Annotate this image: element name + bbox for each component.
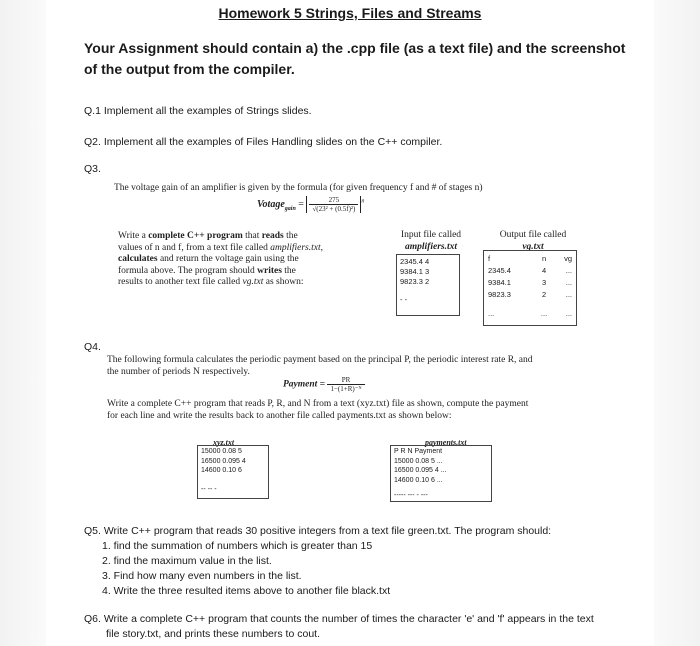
q3-desc-line-1: Write a complete C++ program that reads the	[118, 231, 298, 241]
q3-voltage-formula: Votage$_{gain}$ = $\frac{275}{\text{√(23² + (0.5f)²)}}$ $^n$	[257, 196, 365, 213]
q3-desc-line-3: calculates and return the voltage gain using the	[118, 254, 299, 264]
q5-task-item: 2. find the maximum value in the list.	[102, 555, 272, 567]
output-cell: 9823.3	[488, 290, 511, 299]
q4-formula-lhs: Payment =	[283, 379, 326, 390]
xyz-row: 16500 0.095 4	[201, 457, 246, 465]
xyz-row: -- -- -	[201, 485, 217, 493]
question-4-label: Q4.	[84, 341, 101, 353]
q4-instructions	[107, 399, 528, 422]
output-file-heading-line1: Output file called	[499, 230, 567, 240]
input-row: 9384.1 3	[400, 267, 430, 276]
q3-formula-denominator: √(23² + (0.5f)²)	[312, 205, 356, 213]
xyz-row: 15000 0.08 5	[201, 448, 242, 455]
q5-task-item: 1. find the summation of numbers which is greater than 15	[102, 540, 373, 552]
question-3-label: Q3.	[84, 163, 101, 175]
q3-formula-intro: The voltage gain of an amplifier is given by the formula (for given frequency f and # of stages n)	[114, 183, 483, 193]
output-col-n: n	[541, 254, 547, 263]
q4-formula-denominator: 1−(1+R)⁻ᴺ	[330, 385, 362, 393]
q3-formula-lhs: Votage	[257, 198, 285, 210]
output-cell: ...	[565, 278, 572, 287]
output-cell: ...	[565, 290, 572, 299]
output-cell: ...	[488, 309, 495, 318]
q3-formula-numerator: 275	[309, 196, 358, 205]
payments-row: 16500 0.095 4 ...	[394, 467, 447, 474]
output-cell: ...	[565, 309, 572, 318]
output-cell: 2345.4	[488, 266, 511, 275]
q5-task-item: 4. Write the three resulted items above to another file black.txt	[102, 585, 391, 597]
output-row	[484, 289, 576, 301]
output-cell: ...	[540, 309, 548, 318]
input-file-heading-line1: Input file called	[400, 230, 462, 240]
q5-task-item: 3. Find how many even numbers in the list.	[102, 570, 302, 582]
q3-desc-line-5: results to another text file called vg.txt as shown:	[118, 277, 304, 287]
q4-line-4: for each line and write the results back to another file called payments.txt as shown below:	[107, 410, 452, 421]
payments-output-table	[390, 445, 492, 502]
q6-line-2: file story.txt, and prints these numbers to cout.	[106, 628, 320, 640]
q4-formula-numerator: PR	[327, 376, 364, 385]
q6-line-1: Q6. Write a complete C++ program that counts the number of times the character 'e' and 'f' appears in the text	[84, 613, 594, 625]
question-5: Q5. Write C++ program that reads 30 positive integers from a text file green.txt. The program should:	[84, 525, 552, 537]
question-2: Q2. Implement all the examples of Files Handling slides on the C++ compiler.	[84, 136, 443, 148]
q3-desc-line-2: values of n and f, from a text file called amplifiers.txt,	[118, 242, 323, 253]
q3-desc-line-4: formula above. The program should writes the	[118, 265, 296, 276]
output-col-vg: vg	[564, 254, 572, 263]
right-page-margin	[654, 0, 700, 646]
vg-output-table	[483, 250, 577, 326]
output-cell: 3	[541, 278, 547, 287]
question-1: Q.1 Implement all the examples of Strings slides.	[84, 105, 312, 117]
input-row: 2345.4 4	[400, 257, 430, 266]
intro-line-1: Your Assignment should contain a) the .cpp file (as a text file) and the screenshot	[84, 40, 626, 56]
output-row	[484, 301, 576, 320]
output-col-f: f	[488, 254, 491, 263]
xyz-input-table	[197, 445, 269, 499]
q3-formula-exponent: n	[361, 198, 365, 205]
q4-line-1: The following formula calculates the periodic payment based on the principal P, the periodic interest rate R, and	[107, 355, 533, 365]
question-6	[84, 612, 594, 642]
output-cell: ...	[565, 266, 572, 275]
q4-line-2: the number of periods N respectively.	[107, 366, 250, 377]
left-page-margin	[0, 0, 46, 646]
amplifiers-input-table	[396, 254, 460, 316]
page-title: Homework 5 Strings, Files and Streams	[218, 5, 482, 21]
input-file-heading-line2: amplifiers.txt	[405, 241, 457, 252]
payments-header-row: P R N Payment	[394, 448, 443, 455]
input-row: - -	[400, 295, 408, 304]
q3-description	[118, 231, 323, 289]
output-cell: 9384.1	[488, 278, 511, 287]
output-file-heading-line2: vg.txt	[522, 241, 544, 252]
q4-intro	[107, 355, 533, 378]
input-row: 9823.3 2	[400, 277, 430, 286]
output-header-row	[484, 253, 576, 265]
q4-line-3: Write a complete C++ program that reads P, R, and N from a text (xyz.txt) file as shown, compute the payment	[107, 399, 529, 409]
xyz-file-title: xyz.txt	[213, 438, 235, 447]
output-cell: 4	[541, 266, 547, 275]
input-file-heading	[399, 230, 463, 253]
xyz-row: 14600 0.10 6	[201, 467, 242, 474]
q3-formula-sub: gain	[284, 205, 296, 212]
intro-line-2: of the output from the compiler.	[84, 61, 295, 77]
assignment-intro	[84, 38, 625, 80]
payments-row: 14600 0.10 6 ...	[394, 476, 443, 484]
payments-row: 15000 0.08 5 ...	[394, 457, 443, 465]
payments-file-title: payments.txt	[425, 438, 467, 447]
payments-row: ----- --- - ---	[394, 492, 428, 499]
q4-payment-formula	[283, 376, 365, 393]
output-row	[484, 265, 576, 277]
q5-task-list	[102, 539, 390, 599]
output-cell: 2	[541, 290, 547, 299]
output-row	[484, 277, 576, 289]
